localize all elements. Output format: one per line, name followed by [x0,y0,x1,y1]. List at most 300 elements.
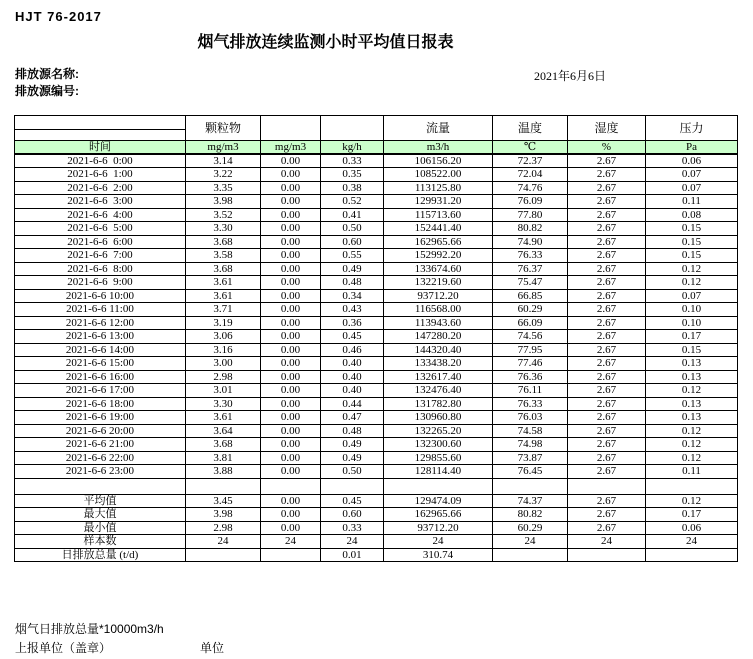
value-cell: 132476.40 [384,384,493,398]
value-cell [261,478,321,494]
value-cell: 0.15 [646,222,738,236]
row-label-cell: 2021-6-6 9:00 [15,276,186,290]
unit-cell-pa: Pa [646,141,738,155]
value-cell: 0.44 [321,397,384,411]
value-cell: 0.00 [261,276,321,290]
value-cell: 0.12 [646,494,738,508]
value-cell: 3.81 [186,451,261,465]
footer-line [0,639,753,655]
flue-gas-total-note: 烟气日排放总量*10000m3/h [15,622,164,636]
value-cell: 115713.60 [384,208,493,222]
value-cell: 132265.20 [384,424,493,438]
value-cell: 0.10 [646,316,738,330]
data-row [15,235,738,249]
value-cell: 132617.40 [384,370,493,384]
value-cell: 0.17 [646,508,738,522]
data-row [15,438,738,452]
value-cell: 3.68 [186,262,261,276]
value-cell: 0.36 [321,316,384,330]
value-cell: 0.11 [646,195,738,209]
value-cell: 144320.40 [384,343,493,357]
value-cell: 2.67 [568,357,646,371]
value-cell: 0.00 [261,316,321,330]
value-cell: 3.64 [186,424,261,438]
value-cell: 0.00 [261,303,321,317]
value-cell: 60.29 [493,303,568,317]
value-cell: 2.67 [568,262,646,276]
row-label-cell: 2021-6-6 1:00 [15,168,186,182]
value-cell: 2.67 [568,494,646,508]
value-cell: 24 [493,535,568,549]
col-group-flow: 流量 [384,116,493,141]
data-row [15,249,738,263]
report-table [14,115,738,562]
value-cell: 3.98 [186,508,261,522]
row-label-cell: 日排放总量 (t/d) [15,548,186,562]
unit-cell-mgm3-2: mg/m3 [261,141,321,155]
value-cell: 2.67 [568,384,646,398]
value-cell: 3.68 [186,235,261,249]
col-group-particulate: 颗粒物 [186,116,261,141]
row-label-cell: 2021-6-6 12:00 [15,316,186,330]
data-row [15,222,738,236]
data-row [15,195,738,209]
value-cell: 3.68 [186,438,261,452]
value-cell: 0.49 [321,451,384,465]
value-cell [384,478,493,494]
value-cell: 113943.60 [384,316,493,330]
value-cell: 0.55 [321,249,384,263]
report-date: 2021年6月6日 [534,69,607,83]
unit-cell-celsius: ℃ [493,141,568,155]
value-cell: 74.98 [493,438,568,452]
value-cell: 106156.20 [384,154,493,168]
spacer-row [15,478,738,494]
value-cell: 129931.20 [384,195,493,209]
value-cell [646,548,738,562]
value-cell: 130960.80 [384,411,493,425]
value-cell: 0.52 [321,195,384,209]
value-cell: 0.00 [261,330,321,344]
unit-cell-kgh: kg/h [321,141,384,155]
value-cell: 2.67 [568,181,646,195]
value-cell: 0.00 [261,424,321,438]
value-cell: 2.67 [568,303,646,317]
row-label-cell: 2021-6-6 15:00 [15,357,186,371]
value-cell: 131782.80 [384,397,493,411]
value-cell: 310.74 [384,548,493,562]
value-cell: 76.45 [493,465,568,479]
col-group-empty-2 [321,116,384,141]
value-cell: 24 [321,535,384,549]
value-cell: 0.00 [261,397,321,411]
value-cell: 76.36 [493,370,568,384]
col-group-humidity: 湿度 [568,116,646,141]
value-cell: 0.11 [646,465,738,479]
value-cell: 0.00 [261,494,321,508]
value-cell: 0.33 [321,521,384,535]
value-cell: 3.58 [186,249,261,263]
value-cell: 0.08 [646,208,738,222]
value-cell: 0.60 [321,235,384,249]
value-cell: 0.12 [646,451,738,465]
data-row [15,168,738,182]
value-cell: 3.52 [186,208,261,222]
value-cell: 0.00 [261,235,321,249]
value-cell: 2.67 [568,508,646,522]
value-cell: 76.03 [493,411,568,425]
value-cell: 93712.20 [384,289,493,303]
value-cell: 3.14 [186,154,261,168]
value-cell: 77.80 [493,208,568,222]
value-cell [568,548,646,562]
value-cell: 74.37 [493,494,568,508]
value-cell: 0.48 [321,424,384,438]
value-cell: 152441.40 [384,222,493,236]
value-cell: 24 [384,535,493,549]
value-cell: 0.50 [321,222,384,236]
value-cell: 147280.20 [384,330,493,344]
report-unit-label: 上报单位（盖章） [15,641,112,655]
value-cell: 0.00 [261,262,321,276]
value-cell: 0.38 [321,181,384,195]
value-cell: 3.88 [186,465,261,479]
value-cell: 75.47 [493,276,568,290]
value-cell: 72.04 [493,168,568,182]
value-cell: 2.67 [568,168,646,182]
value-cell: 3.00 [186,357,261,371]
data-row [15,208,738,222]
summary-row [15,521,738,535]
row-label-cell: 2021-6-6 17:00 [15,384,186,398]
corner-cell-top [15,116,186,130]
value-cell: 77.46 [493,357,568,371]
value-cell: 3.16 [186,343,261,357]
value-cell: 0.34 [321,289,384,303]
value-cell [493,478,568,494]
source-name-label: 排放源名称: [15,67,79,81]
value-cell: 0.13 [646,370,738,384]
value-cell: 66.85 [493,289,568,303]
source-code-label: 排放源编号: [15,84,79,98]
value-cell [568,478,646,494]
table-body [15,154,738,562]
value-cell: 2.67 [568,195,646,209]
value-cell: 0.35 [321,168,384,182]
value-cell: 66.09 [493,316,568,330]
col-group-pressure: 压力 [646,116,738,141]
value-cell: 2.67 [568,465,646,479]
value-cell: 93712.20 [384,521,493,535]
doc-code: HJT 76-2017 [15,9,102,24]
value-cell: 74.58 [493,424,568,438]
value-cell: 0.00 [261,289,321,303]
row-label-cell: 平均值 [15,494,186,508]
row-label-cell: 2021-6-6 14:00 [15,343,186,357]
value-cell: 3.01 [186,384,261,398]
value-cell: 2.67 [568,249,646,263]
value-cell: 0.15 [646,343,738,357]
value-cell: 0.45 [321,330,384,344]
row-label-cell: 2021-6-6 13:00 [15,330,186,344]
data-row [15,343,738,357]
value-cell: 0.50 [321,465,384,479]
value-cell: 74.56 [493,330,568,344]
value-cell: 0.00 [261,181,321,195]
value-cell: 3.22 [186,168,261,182]
value-cell: 76.37 [493,262,568,276]
unit-cell-mgm3-1: mg/m3 [186,141,261,155]
value-cell: 3.45 [186,494,261,508]
value-cell: 0.07 [646,181,738,195]
value-cell: 0.00 [261,343,321,357]
value-cell: 80.82 [493,508,568,522]
value-cell: 108522.00 [384,168,493,182]
unit-cell-m3h: m3/h [384,141,493,155]
data-row [15,181,738,195]
value-cell: 76.33 [493,249,568,263]
value-cell: 162965.66 [384,235,493,249]
value-cell: 77.95 [493,343,568,357]
value-cell: 116568.00 [384,303,493,317]
value-cell: 0.00 [261,249,321,263]
value-cell: 24 [568,535,646,549]
value-cell [321,478,384,494]
value-cell: 73.87 [493,451,568,465]
value-cell: 2.67 [568,276,646,290]
data-row [15,303,738,317]
value-cell: 152992.20 [384,249,493,263]
value-cell: 129855.60 [384,451,493,465]
value-cell: 76.09 [493,195,568,209]
data-row [15,289,738,303]
corner-cell-bottom [15,130,186,141]
value-cell: 0.43 [321,303,384,317]
value-cell: 0.47 [321,411,384,425]
value-cell: 0.15 [646,235,738,249]
value-cell: 2.67 [568,370,646,384]
value-cell: 0.49 [321,262,384,276]
value-cell: 80.82 [493,222,568,236]
value-cell: 0.12 [646,438,738,452]
data-row [15,397,738,411]
value-cell: 2.67 [568,330,646,344]
value-cell: 60.29 [493,521,568,535]
value-cell: 113125.80 [384,181,493,195]
value-cell: 133438.20 [384,357,493,371]
row-label-cell [15,478,186,494]
value-cell: 0.45 [321,494,384,508]
col-group-temperature: 温度 [493,116,568,141]
value-cell: 0.49 [321,438,384,452]
value-cell: 0.40 [321,384,384,398]
row-label-cell: 样本数 [15,535,186,549]
data-row [15,384,738,398]
value-cell: 0.13 [646,397,738,411]
row-label-cell: 2021-6-6 6:00 [15,235,186,249]
row-label-cell: 2021-6-6 19:00 [15,411,186,425]
value-cell: 0.48 [321,276,384,290]
value-cell: 3.30 [186,222,261,236]
value-cell [261,548,321,562]
data-row [15,411,738,425]
value-cell: 3.98 [186,195,261,209]
value-cell: 0.00 [261,451,321,465]
page-title: 烟气排放连续监测小时平均值日报表 [197,34,454,51]
value-cell: 74.76 [493,181,568,195]
row-label-cell: 2021-6-6 2:00 [15,181,186,195]
row-label-cell: 2021-6-6 18:00 [15,397,186,411]
data-row [15,451,738,465]
value-cell: 0.00 [261,438,321,452]
data-row [15,465,738,479]
summary-row [15,508,738,522]
summary-row [15,535,738,549]
value-cell: 0.00 [261,508,321,522]
value-cell: 3.61 [186,289,261,303]
value-cell: 2.67 [568,343,646,357]
value-cell: 24 [646,535,738,549]
value-cell: 0.06 [646,154,738,168]
row-label-cell: 最小值 [15,521,186,535]
row-label-cell: 2021-6-6 20:00 [15,424,186,438]
value-cell: 0.01 [321,548,384,562]
value-cell: 129474.09 [384,494,493,508]
value-cell: 0.60 [321,508,384,522]
value-cell: 0.15 [646,249,738,263]
value-cell: 0.00 [261,370,321,384]
value-cell [186,478,261,494]
value-cell: 0.41 [321,208,384,222]
value-cell: 0.12 [646,276,738,290]
value-cell: 2.67 [568,438,646,452]
value-cell: 2.67 [568,397,646,411]
row-label-cell: 2021-6-6 4:00 [15,208,186,222]
value-cell: 2.67 [568,411,646,425]
value-cell: 128114.40 [384,465,493,479]
data-row [15,276,738,290]
value-cell: 132300.60 [384,438,493,452]
row-label-cell: 2021-6-6 10:00 [15,289,186,303]
value-cell: 2.67 [568,289,646,303]
value-cell [186,548,261,562]
value-cell: 0.00 [261,465,321,479]
value-cell: 0.00 [261,154,321,168]
value-cell: 3.61 [186,411,261,425]
row-label-cell: 2021-6-6 11:00 [15,303,186,317]
value-cell: 3.61 [186,276,261,290]
unit-header-row [15,141,738,155]
row-label-cell: 2021-6-6 22:00 [15,451,186,465]
data-row [15,330,738,344]
unit-label: 单位 [200,641,225,655]
value-cell: 2.67 [568,235,646,249]
row-label-cell: 2021-6-6 7:00 [15,249,186,263]
data-row [15,357,738,371]
value-cell: 0.40 [321,370,384,384]
value-cell: 0.00 [261,195,321,209]
value-cell: 2.67 [568,154,646,168]
col-group-empty-1 [261,116,321,141]
value-cell: 24 [186,535,261,549]
unit-cell-percent: % [568,141,646,155]
value-cell: 3.35 [186,181,261,195]
value-cell: 133674.60 [384,262,493,276]
value-cell: 0.33 [321,154,384,168]
data-row [15,424,738,438]
value-cell: 2.67 [568,451,646,465]
value-cell: 0.00 [261,168,321,182]
value-cell: 0.00 [261,357,321,371]
row-label-cell: 最大值 [15,508,186,522]
value-cell: 0.17 [646,330,738,344]
value-cell: 3.30 [186,397,261,411]
value-cell: 2.67 [568,222,646,236]
value-cell: 2.98 [186,370,261,384]
value-cell: 0.12 [646,384,738,398]
row-label-cell: 2021-6-6 0:00 [15,154,186,168]
data-row [15,370,738,384]
summary-row [15,548,738,562]
value-cell: 0.12 [646,262,738,276]
value-cell: 0.00 [261,411,321,425]
row-label-cell: 2021-6-6 3:00 [15,195,186,209]
value-cell: 162965.66 [384,508,493,522]
value-cell [493,548,568,562]
summary-row [15,494,738,508]
value-cell: 24 [261,535,321,549]
value-cell: 0.07 [646,289,738,303]
value-cell: 0.46 [321,343,384,357]
time-header-cell: 时间 [15,141,186,155]
group-header-row [15,116,738,130]
row-label-cell: 2021-6-6 5:00 [15,222,186,236]
value-cell: 0.06 [646,521,738,535]
value-cell: 132219.60 [384,276,493,290]
value-cell: 74.90 [493,235,568,249]
value-cell: 76.11 [493,384,568,398]
value-cell: 0.40 [321,357,384,371]
value-cell: 0.12 [646,424,738,438]
row-label-cell: 2021-6-6 8:00 [15,262,186,276]
value-cell: 2.67 [568,521,646,535]
value-cell: 2.67 [568,316,646,330]
value-cell: 3.06 [186,330,261,344]
source-meta [15,66,79,100]
value-cell: 2.67 [568,424,646,438]
value-cell [646,478,738,494]
value-cell: 3.19 [186,316,261,330]
value-cell: 2.67 [568,208,646,222]
value-cell: 0.00 [261,384,321,398]
value-cell: 0.00 [261,521,321,535]
value-cell: 76.33 [493,397,568,411]
data-row [15,316,738,330]
value-cell: 3.71 [186,303,261,317]
value-cell: 0.00 [261,208,321,222]
row-label-cell: 2021-6-6 23:00 [15,465,186,479]
value-cell: 0.13 [646,357,738,371]
data-row [15,262,738,276]
value-cell: 72.37 [493,154,568,168]
data-row [15,154,738,168]
value-cell: 0.13 [646,411,738,425]
value-cell: 0.00 [261,222,321,236]
value-cell: 0.07 [646,168,738,182]
value-cell: 0.10 [646,303,738,317]
row-label-cell: 2021-6-6 21:00 [15,438,186,452]
value-cell: 2.98 [186,521,261,535]
